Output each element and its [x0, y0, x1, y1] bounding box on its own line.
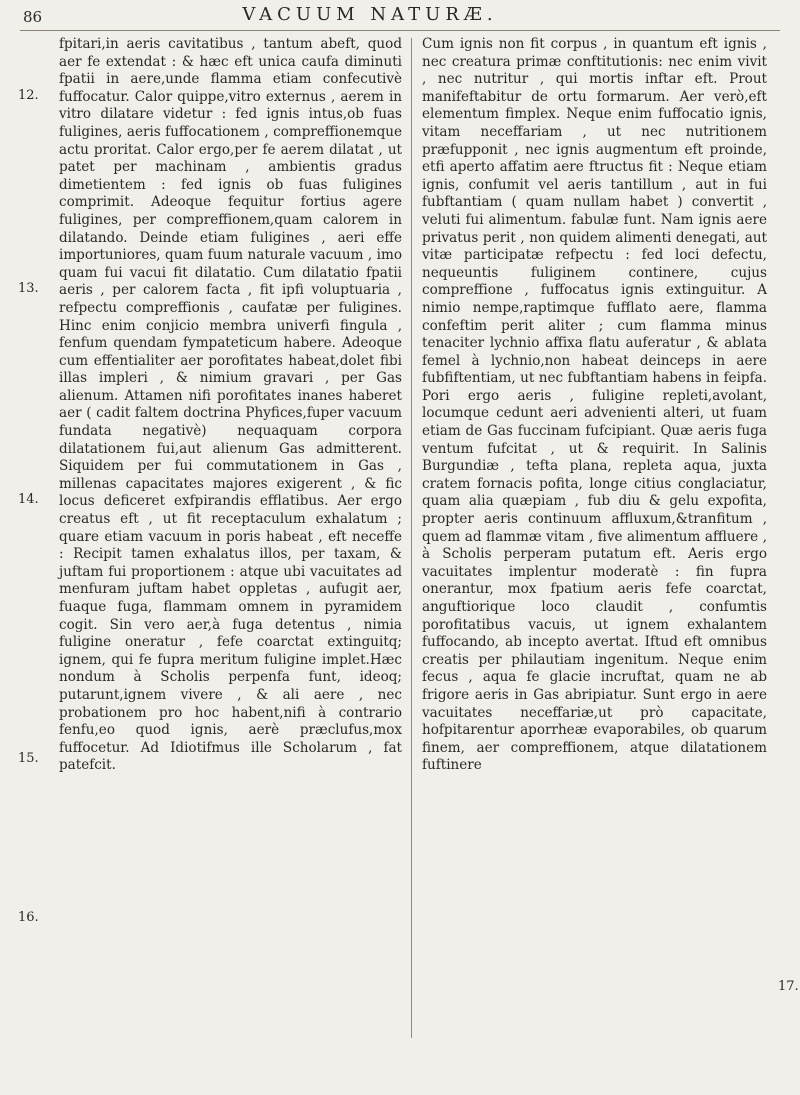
- margin-number: 14.: [18, 492, 39, 507]
- right-column: [422, 36, 767, 775]
- margin-number: 16.: [18, 910, 39, 925]
- right-column-text: Cum ignis non fit corpus , in quantum eft ignis , nec creatura primæ conftitutionis: nec enim vivit , nec nutritur , qui mortis inftar eft. Prout manifeftabitur de ortu formarum. Aer verò,eft elementum fimplex. Neque enim fuffocatio ignis, vitam neceffariam , ut nec nutritionem præfupponit , nec ignis augmentum eft proinde, etfi aperto affatim aere ftructus fit : Neque etiam ignis, confumit vel aeris tantillum , aut in fui fubftantiam ( quam nullam habet ) convertit , veluti fui alimentum. fabulæ funt. Nam ignis aere privatus perit , non quidem alimenti denegati, aut vitæ participatæ refpectu : fed loci defectu, nequeuntis fuliginem continere, cujus compreffione , fuffocatus ignis extinguitur. A nimio nempe,raptimque fufflato aere, flamma confeftim perit aliter ; cum flamma minus tenaciter lychnio affixa flatu auferatur , & ablata femel à lychnio,non habeat deinceps in aere fubfiftentiam, ut nec fubftantiam habens in feipfa. Pori ergo aeris , fuligine repleti,avolant, locumque cedunt aeri advenienti alteri, ut fuam etiam de Gas fuccinam fufcipiant. Quæ aeris fuga ventum fufcitat , ut & requirit. In Salinis Burgundiæ , tefta plana, repleta aqua, juxta cratem fornacis pofita, longe citius conglaciatur, quam alia quæpiam , fub diu & gelu expofita, propter aeris continuum affluxum,&tranfitum , quem ad flammæ vitam , five alimentum affluere , à Scholis perperam putatum eft. Aeris ergo vacuitates implentur moderatè : fin fupra onerantur, mox fpatium aeris fefe coarctat, anguftiorique loco claudit , confumtis porofitatibus vacuis, ut ignem exhalantem fuffocando, ab incepto avertat. Iftud eft omnibus creatis per philautiam ingenitum. Neque enim fecus , aqua fe glacie incruftat, quam ne ab frigore aeris in Gas abripiatur. Sunt ergo in aere vacuitates neceffariæ,ut prò capacitate, hofpitarentur aporrheæ evaporabiles, ob quarum finem, aer compreffionem, atque dilatationem fuftinere: [422, 36, 767, 774]
- page-number: 86: [23, 8, 43, 26]
- running-head: VACUUM NATURÆ.: [242, 4, 498, 25]
- margin-number: 12.: [18, 88, 39, 103]
- left-column: [59, 36, 402, 775]
- header-rule: [20, 30, 780, 31]
- margin-number: 13.: [18, 281, 39, 296]
- margin-number: 17.: [778, 979, 799, 994]
- margin-number: 15.: [18, 751, 39, 766]
- column-divider: [411, 38, 412, 1038]
- left-column-text: fpitari,in aeris cavitatibus , tantum abeft, quod aer fe extendat : & hæc eft unica caufa diminuti fpatii in aere,unde flamma etiam confecutivè fuffocatur. Calor quippe,vitro externus , aerem in vitro dilatare videtur : fed ignis intus,ob fuas fuligines, aeris fuffocationem , compreffionemque actu proritat. Calor ergo,per fe aerem dilatat , ut patet per machinam , ambientis gradus dimetientem : fed ignis ob fuas fuligines comprimit. Adeoque fequitur fortius agere fuligines, per compreffionem,quam calorem in dilatando. Deinde etiam fuligines , aeri effe importuniores, quam fuum naturale vacuum , imo quam fui vacui fit dilatatio. Cum dilatatio fpatii aeris , per calorem facta , fit ipfi voluptuaria , refpectu compreffionis , caufatæ per fuligines. Hinc enim conjicio membra univerfi fingula , fenfum quendam fympateticum habere. Adeoque cum effentialiter aer porofitates habeat,dolet fibi illas impleri , & nimium gravari , per Gas alienum. Attamen nifi porofitates inanes haberet aer ( cadit faltem doctrina Phyfices,fuper vacuum fundata negativè) nequaquam corpora dilatationem fui,aut alienum Gas admitterent. Siquidem per fui commutationem in Gas , millenas capacitates majores exigerent , & fic locus deficeret exfpirandis efflatibus. Aer ergo creatus eft , ut fit receptaculum exhalatum ; quare etiam vacuum in poris habeat , eft neceffe : Recipit tamen exhalatus illos, per taxam, & juftam fui proportionem : atque ubi vacuitates ad menfuram juftam habet oppletas , aufugit aer, fuaque fuga, flammam omnem in pyramidem cogit. Sin vero aer,à fuga detentus , nimia fuligine oneratur , fefe coarctat extinguitq; ignem, qui fe fupra meritum fuligine implet.Hæc nondum à Scholis perpenfa funt, ideoq; putarunt,ignem vivere , & ali aere , nec probationem pro hoc habent,nifi à contrario fenfu,eo quod ignis, aerè præclufus,mox fuffocetur. Ad Idiotifmus ille Scholarum , fat patefcit.: [59, 36, 402, 774]
